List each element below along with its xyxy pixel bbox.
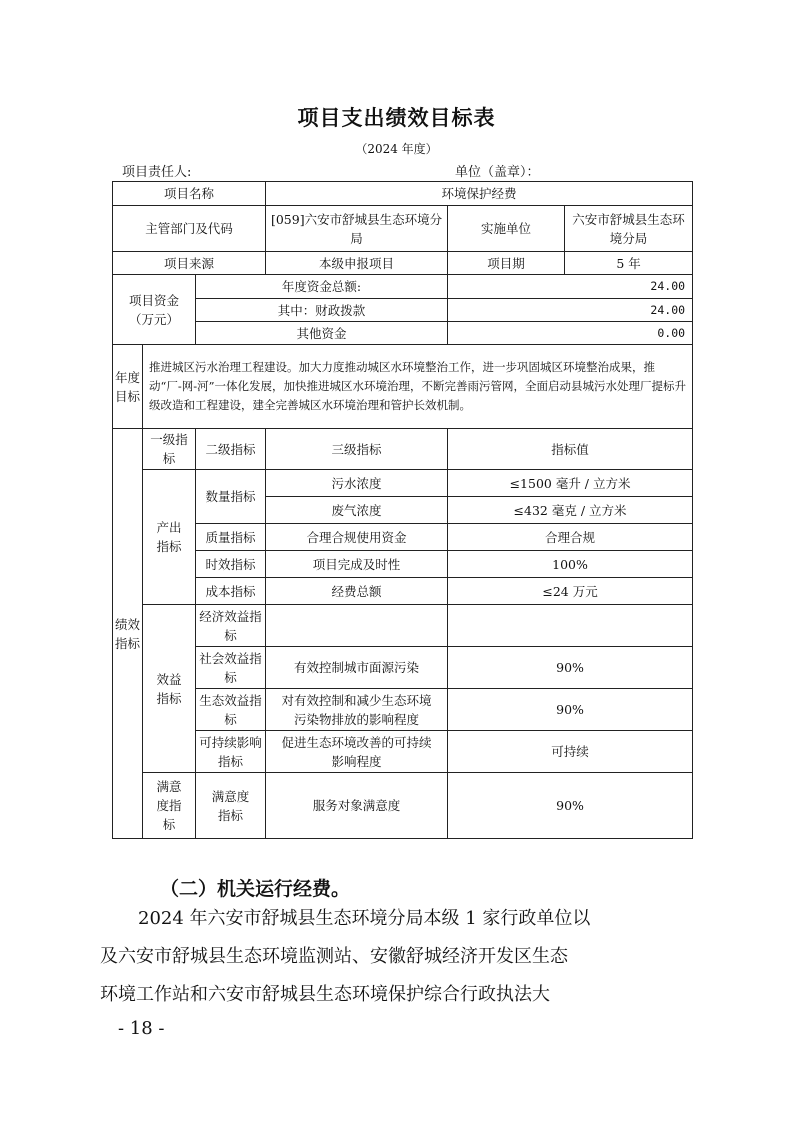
impl-label: 实施单位: [448, 206, 565, 252]
econ-label: 经济效益指标: [196, 605, 266, 647]
table-row: [113, 275, 693, 299]
page-number: - 18 -: [118, 1018, 165, 1039]
table-row: [113, 182, 693, 206]
quality-label: 质量指标: [196, 524, 266, 551]
output-label: 产出指标: [143, 470, 196, 605]
source-label: 项目来源: [113, 252, 266, 275]
eco-value: 90%: [448, 689, 693, 731]
paragraph-line: 环境工作站和六安市舒城县生态环境保护综合行政执法大: [100, 984, 550, 1005]
table-row: [113, 470, 693, 497]
goal-label: 年度目标: [113, 345, 143, 429]
social-label: 社会效益指标: [196, 647, 266, 689]
paragraph-line: 及六安市舒城县生态环境监测站、安徽舒城经济开发区生态: [100, 946, 568, 967]
body-paragraph: [100, 900, 700, 1014]
econ-value: [448, 605, 693, 647]
table-row: [113, 605, 693, 647]
sustain-value: 可持续: [448, 731, 693, 773]
fiscal-value: 24.00: [448, 299, 693, 322]
period-value: 5 年: [565, 252, 693, 275]
time-value: 100%: [448, 551, 693, 578]
gas-value: ≤432 毫克 / 立方米: [448, 497, 693, 524]
page-title: 项目支出绩效目标表: [297, 106, 496, 130]
annual-total-label: 年度资金总额:: [196, 275, 448, 299]
header-value: 指标值: [448, 429, 693, 470]
fiscal-label: 其中：财政拨款: [196, 299, 448, 322]
perf-label: 绩效指标: [113, 429, 143, 839]
table-row: [113, 551, 693, 578]
eco-label: 生态效益指标: [196, 689, 266, 731]
dept-label: 主管部门及代码: [113, 206, 266, 252]
other-funds-label: 其他资金: [196, 322, 448, 345]
responsible-label: 项目责任人:: [122, 165, 192, 180]
header-level2: 二级指标: [196, 429, 266, 470]
cost-name: 经费总额: [266, 578, 448, 605]
source-value: 本级申报项目: [266, 252, 448, 275]
time-name: 项目完成及时性: [266, 551, 448, 578]
sewage-value: ≤1500 毫升 / 立方米: [448, 470, 693, 497]
impl-value: 六安市舒城县生态环境分局: [565, 206, 693, 252]
econ-name: [266, 605, 448, 647]
benefit-label: 效益指标: [143, 605, 196, 773]
funds-label: 项目资金（万元）: [113, 275, 196, 345]
sewage-name: 污水浓度: [266, 470, 448, 497]
table-row: [113, 524, 693, 551]
annual-total-value: 24.00: [448, 275, 693, 299]
table-row: [113, 647, 693, 689]
table-row: [113, 429, 693, 470]
social-name: 有效控制城市面源污染: [266, 647, 448, 689]
cost-value: ≤24 万元: [448, 578, 693, 605]
sustain-label: 可持续影响指标: [196, 731, 266, 773]
quality-value: 合理合规: [448, 524, 693, 551]
time-label: 时效指标: [196, 551, 266, 578]
project-name-value: 环境保护经费: [266, 182, 693, 206]
eco-name: 对有效控制和减少生态环境污染物排放的影响程度: [266, 689, 448, 731]
other-funds-value: 0.00: [448, 322, 693, 345]
gas-name: 废气浓度: [266, 497, 448, 524]
unit-label: 单位（盖章）：: [455, 165, 540, 180]
sustain-name: 促进生态环境改善的可持续影响程度: [266, 731, 448, 773]
table-row: [113, 731, 693, 773]
dept-value: [059]六安市舒城县生态环境分局: [266, 206, 448, 252]
satis-level2: 满意度指标: [196, 773, 266, 839]
quantity-label: 数量指标: [196, 470, 266, 524]
cost-label: 成本指标: [196, 578, 266, 605]
year-label: （2024 年度）: [355, 142, 438, 156]
period-label: 项目期: [448, 252, 565, 275]
section-heading: （二）机关运行经费。: [160, 878, 351, 900]
satis-value: 90%: [448, 773, 693, 839]
header-level3: 三级指标: [266, 429, 448, 470]
table-row: [113, 689, 693, 731]
goal-text: 推进城区污水治理工程建设。加大力度推动城区水环境整治工作，进一步巩固城区环境整治成果，推动“厂-网-河”一体化发展，加快推进城区水环境治理，不断完善雨污管网，全面启动县城污水处理厂提标升级改造和工程建设，建全完善城区水环境治理和管护长效机制。: [143, 345, 693, 429]
social-value: 90%: [448, 647, 693, 689]
satis-level1: 满意度指标: [143, 773, 196, 839]
table-row: [113, 322, 693, 345]
table-row: [113, 578, 693, 605]
table-row: [113, 299, 693, 322]
table-row: [113, 773, 693, 839]
satis-name: 服务对象满意度: [266, 773, 448, 839]
paragraph-line: 2024 年六安市舒城县生态环境分局本级 1 家行政单位以: [138, 908, 591, 929]
header-level1: 一级指标: [143, 429, 196, 470]
table-row: [113, 252, 693, 275]
table-row: [113, 206, 693, 252]
performance-table: [112, 181, 693, 839]
quality-name: 合理合规使用资金: [266, 524, 448, 551]
table-row: [113, 345, 693, 429]
project-name-label: 项目名称: [113, 182, 266, 206]
